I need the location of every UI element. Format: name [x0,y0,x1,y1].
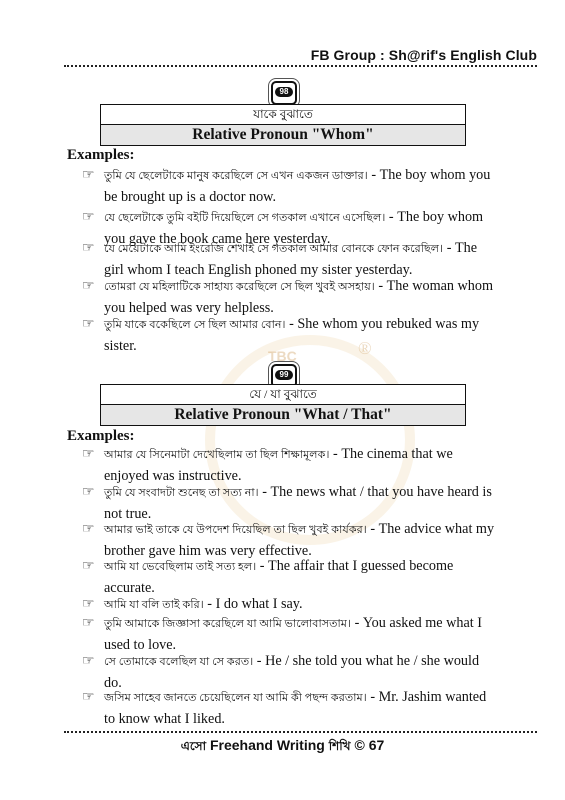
pointing-hand-icon: ☞ [82,168,95,183]
example-item: ☞ তুমি যে ছেলেটাকে মানুষ করেছিলে সে এখন একজন ডাক্তার। - The boy whom you be brought up is a doctor now. [82,167,491,205]
pointing-hand-icon: ☞ [82,522,95,537]
section-number-badge: 98 [271,81,297,105]
section-bangla-title: যে / যা বুঝাতে [101,385,465,405]
section-english-title: Relative Pronoun "What / That" [101,405,465,425]
footer-prefix: এসো [180,739,207,753]
examples-label: Examples: [67,428,135,444]
watermark-registered-icon: ® [358,338,372,358]
example-item: ☞ আমার যে সিনেমাটা দেখেছিলাম তা ছিল শিক্ষামূলক। - The cinema that we enjoyed was instructive. [82,446,453,484]
footer-text: Freehand Writing [209,737,325,753]
section-number-badge: 99 [271,364,297,388]
pointing-hand-icon: ☞ [82,279,95,294]
example-item: ☞ তুমি যাকে বকেছিলে সে ছিল আমার বোন। - She whom you rebuked was my sister. [82,316,480,354]
example-item: ☞ আমি যা বলি তাই করি। - I do what I say. [82,594,498,616]
example-item: ☞ তোমরা যে মহিলাটিকে সাহায্য করেছিলে সে ছিল খুবই অসহায়। - The woman whom you helped was very helpless. [82,278,494,316]
pointing-hand-icon: ☞ [82,690,95,705]
pointing-hand-icon: ☞ [82,447,95,462]
footer-divider [64,731,537,733]
example-item: ☞ যে মেয়েটাকে আমি ইংরেজি শেখাই সে গতকাল আমার বোনকে ফোন করেছিল। - The girl whom I teach English phoned my sister yesterday. [82,240,478,278]
section-title-box [100,104,466,146]
pointing-hand-icon: ☞ [82,317,95,332]
example-item: ☞ যে ছেলেটাকে তুমি বইটি দিয়েছিলে সে গতকাল এখানে এসেছিল। - The boy whom you gave the book came here yesterday. [82,209,484,247]
example-item: ☞ তুমি আমাকে জিজ্ঞাসা করেছিলে যা আমি ভালোবাসতাম। - You asked me what I used to love. [82,615,482,653]
watermark-text: TBC [268,348,297,364]
pointing-hand-icon: ☞ [82,485,95,500]
pointing-hand-icon: ☞ [82,616,95,631]
example-item: ☞ আমার ভাই তাকে যে উপদেশ দিয়েছিল তা ছিল খুবই কার্যকর। - The advice what my brother gave him was very effective. [82,521,495,559]
page-header: FB Group : Sh@rif's English Club [310,47,537,63]
example-item: ☞ তুমি যে সংবাদটা শুনেছ তা সত্য না। - The news what / that you have heard is not true. [82,484,492,522]
section-bangla-title: যাকে বুঝাতে [101,105,465,125]
footer-suffix: শিখি [328,739,351,753]
header-divider [64,65,537,67]
example-item: ☞ আমি যা ভেবেছিলাম তাই সত্য হল। - The affair that I guessed become accurate. [82,558,454,596]
footer-copyright-icon: © [354,737,365,753]
pointing-hand-icon: ☞ [82,559,95,574]
page-number: 67 [368,737,385,753]
pointing-hand-icon: ☞ [82,654,95,669]
examples-label: Examples: [67,147,135,163]
pointing-hand-icon: ☞ [82,210,95,225]
example-item: ☞ জসিম সাহেব জানতে চেয়েছিলেন যা আমি কী পছন্দ করতাম। - Mr. Jashim wanted to know what I liked. [82,689,487,727]
pointing-hand-icon: ☞ [82,597,95,612]
section-english-title: Relative Pronoun "Whom" [101,125,465,145]
section-title-box [100,384,466,426]
example-item: ☞ সে তোমাকে বলেছিল যা সে করত। - He / she told you what he / she would do. [82,653,480,691]
pointing-hand-icon: ☞ [82,241,95,256]
page-footer [0,737,565,758]
